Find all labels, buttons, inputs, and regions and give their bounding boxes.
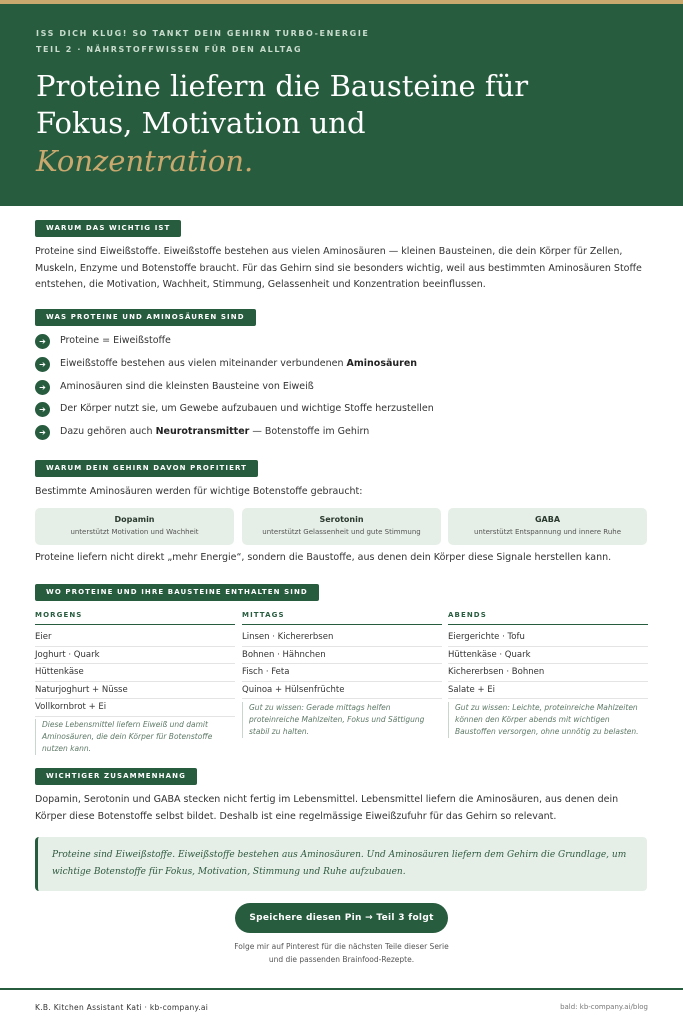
bullet-text: Der Körper nutzt sie, um Gewebe aufzubauen und wichtige Stoffe herzustellen <box>60 403 434 414</box>
series-eyebrow: ISS DICH KLUG! SO TANKT DEIN GEHIRN TURBO-ENERGIE <box>36 29 370 38</box>
bullet-text: Eiweißstoffe bestehen aus vielen miteinander verbundenen Aminosäuren <box>60 358 418 369</box>
brain-intro: Bestimmte Aminosäuren werden für wichtige Botenstoffe gebraucht: <box>35 486 363 497</box>
arrow-right-icon: ➔ <box>35 402 50 417</box>
food-item: Kichererbsen · Bohnen <box>448 664 648 682</box>
connection-paragraph: Dopamin, Serotonin und GABA stecken nicht fertig im Lebensmittel. Lebensmittel liefern die Aminosäuren, aus denen dein Körper diese Botenstoffe selbst bildet. Deshalb ist eine regelmässige Eiweißzufuhr für das Gehirn so relevant. <box>35 794 619 822</box>
cta-subtext <box>0 941 683 966</box>
section-label-sources: WO PROTEINE UND IHRE BAUSTEINE ENTHALTEN SIND <box>35 584 319 601</box>
section-label-what: WAS PROTEINE UND AMINOSÄUREN SIND <box>35 309 256 326</box>
food-item: Linsen · Kichererbsen <box>242 629 442 647</box>
card-title: Serotonin <box>319 515 364 524</box>
food-item: Salate + Ei <box>448 682 648 700</box>
food-item: Quinoa + Hülsenfrüchte <box>242 682 442 700</box>
food-item: Hüttenkäse <box>35 664 235 682</box>
food-item: Eiergerichte · Tofu <box>448 629 648 647</box>
footer-brand: K.B. Kitchen Assistant Kati · kb-company.ai <box>35 1003 209 1012</box>
brain-outro: Proteine liefern nicht direkt „mehr Energie“, sondern die Baustoffe, aus denen dein Körper diese Signale herstellen kann. <box>35 552 612 563</box>
bullet-item <box>35 355 417 373</box>
column-note: Gut zu wissen: Leichte, proteinreiche Mahlzeiten können den Körper abends mit wichtigen Baustoffen versorgen, ohne unnötig zu belasten. <box>448 702 643 738</box>
food-item: Joghurt · Quark <box>35 647 235 665</box>
footer-blog-link[interactable]: bald: kb-company.ai/blog <box>560 1003 648 1011</box>
column-heading: MITTAGS <box>242 611 442 625</box>
bullet-text: Proteine = Eiweißstoffe <box>60 335 171 346</box>
arrow-right-icon: ➔ <box>35 357 50 372</box>
part-eyebrow: TEIL 2 · NÄHRSTOFFWISSEN FÜR DEN ALLTAG <box>36 45 303 54</box>
section-label-brain: WARUM DEIN GEHIRN DAVON PROFITIERT <box>35 460 258 477</box>
footer-divider <box>0 988 683 990</box>
card-title: Dopamin <box>114 515 155 524</box>
bullet-item <box>35 423 369 441</box>
arrow-right-icon: ➔ <box>35 334 50 349</box>
bullet-item <box>35 332 171 350</box>
card-dopamin <box>35 508 234 545</box>
section-label-connection: WICHTIGER ZUSAMMENHANG <box>35 768 197 785</box>
bullet-item <box>35 400 434 418</box>
food-item: Fisch · Feta <box>242 664 442 682</box>
food-item: Vollkornbrot + Ei <box>35 699 235 717</box>
title-line-2: Fokus, Motivation und <box>36 106 366 140</box>
cta-subtext-line-2: und die passenden Brainfood-Rezepte. <box>268 954 415 964</box>
page-title <box>36 68 596 142</box>
food-item: Hüttenkäse · Quark <box>448 647 648 665</box>
food-item: Naturjoghurt + Nüsse <box>35 682 235 700</box>
title-accent: Konzentration. <box>36 144 254 178</box>
summary-quote: Proteine sind Eiweißstoffe. Eiweißstoffe bestehen aus Aminosäuren. Und Aminosäuren liefern dem Gehirn die Grundlage, um wichtige Botenstoffe für Fokus, Motivation, Stimmung und Ruhe aufzubauen. <box>35 837 647 891</box>
cta-subtext-line-1: Folge mir auf Pinterest für die nächsten Teile dieser Serie <box>234 942 449 951</box>
card-subtitle: unterstützt Entspannung und innere Ruhe <box>473 528 622 536</box>
arrow-right-icon: ➔ <box>35 425 50 440</box>
title-line-1: Proteine liefern die Bausteine für <box>36 69 529 103</box>
column-note: Diese Lebensmittel liefern Eiweiß und damit Aminosäuren, die dein Körper für Botenstoffe nutzen kann. <box>35 719 230 755</box>
card-subtitle: unterstützt Gelassenheit und gute Stimmung <box>262 528 421 536</box>
bullet-item <box>35 378 314 396</box>
why-paragraph: Proteine sind Eiweißstoffe. Eiweißstoffe bestehen aus vielen Aminosäuren — kleinen Bausteinen, die dein Körper für Zellen, Muskeln, Enzyme und Botenstoffe braucht. Für das Gehirn sind sie besonders wichtig, weil aus bestimmten Aminosäuren Stoffe entstehen, die Motivation, Wachheit, Stimmung, Gelassenheit und Konzentration beeinflussen. <box>35 246 642 290</box>
arrow-right-icon: ➔ <box>35 380 50 395</box>
bullet-text: Aminosäuren sind die kleinsten Bausteine von Eiweiß <box>60 381 314 392</box>
hero-header <box>0 4 683 206</box>
card-subtitle: unterstützt Motivation und Wachheit <box>70 528 199 536</box>
food-item: Eier <box>35 629 235 647</box>
column-note: Gut zu wissen: Gerade mittags helfen proteinreiche Mahlzeiten, Fokus und Sättigung stabil zu halten. <box>242 702 437 738</box>
card-serotonin <box>242 508 441 545</box>
column-heading: MORGENS <box>35 611 235 625</box>
save-pin-button[interactable]: Speichere diesen Pin → Teil 3 folgt <box>235 903 448 933</box>
bullet-text: Dazu gehören auch Neurotransmitter — Botenstoffe im Gehirn <box>60 426 370 437</box>
column-heading: ABENDS <box>448 611 648 625</box>
card-title: GABA <box>534 515 561 524</box>
card-gaba <box>448 508 647 545</box>
section-label-why: WARUM DAS WICHTIG IST <box>35 220 181 237</box>
food-item: Bohnen · Hähnchen <box>242 647 442 665</box>
